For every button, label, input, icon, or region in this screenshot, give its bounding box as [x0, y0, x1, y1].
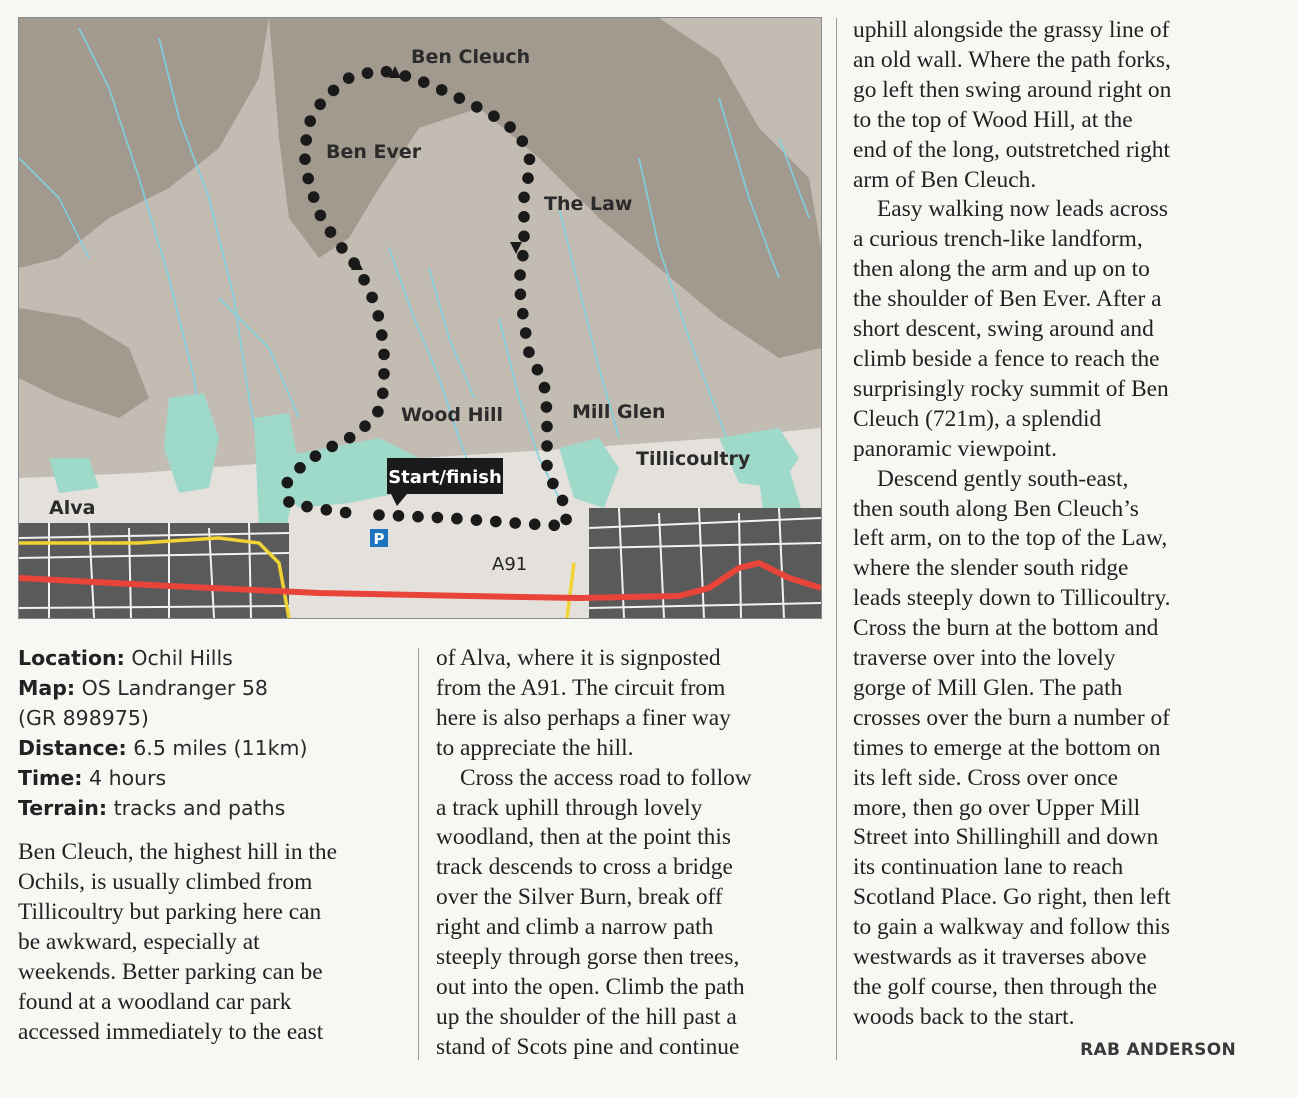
route-dot — [557, 495, 569, 507]
route-dot — [393, 510, 405, 522]
route-dot — [310, 450, 322, 462]
route-dot — [372, 406, 384, 418]
route-dot — [548, 520, 560, 532]
route-dot — [302, 173, 314, 185]
route-dot — [504, 121, 516, 133]
location-value: Ochil Hills — [131, 646, 233, 670]
route-dot — [294, 462, 306, 474]
paragraph-intro — [18, 838, 408, 1047]
route-facts — [18, 644, 408, 823]
label-ben-ever: Ben Ever — [326, 141, 422, 163]
text-line: right and climb a narrow path — [436, 914, 714, 941]
route-dot — [412, 511, 424, 523]
route-dot — [328, 85, 340, 97]
column-divider — [836, 18, 837, 1060]
route-dot — [541, 401, 553, 413]
label-ben-cleuch: Ben Cleuch — [411, 46, 531, 68]
text-line: be awkward, especially at — [18, 929, 260, 956]
route-dot — [315, 210, 327, 222]
text-line: track descends to cross a bridge — [436, 854, 733, 881]
route-dot — [373, 509, 385, 521]
route-dot — [301, 501, 313, 513]
text-line: from the A91. The circuit from — [436, 674, 726, 701]
text-line: times to emerge at the bottom on — [853, 734, 1161, 761]
route-dot — [541, 460, 553, 472]
text-line: steeply through gorse then trees, — [436, 944, 740, 971]
text-column-1 — [18, 644, 408, 1048]
route-dot — [326, 441, 338, 453]
text-line: Tillicoultry but parking here can — [18, 899, 322, 926]
text-line: more, then go over Upper Mill — [853, 794, 1141, 821]
grid-ref: (GR 898975) — [18, 705, 149, 730]
route-dot — [541, 421, 553, 433]
text-line: surprisingly rocky summit of Ben — [853, 375, 1169, 402]
text-line: Ben Cleuch, the highest hill in the — [18, 839, 337, 866]
route-dot — [304, 115, 316, 127]
route-dot — [400, 70, 412, 82]
text-line: Easy walking now leads across — [877, 196, 1169, 223]
text-line: Scotland Place. Go right, then left — [853, 884, 1171, 911]
text-line: Cleuch (721m), a splendid — [853, 405, 1102, 432]
route-dot — [299, 153, 311, 165]
text-line: Street into Shillinghill and down — [853, 824, 1159, 851]
route-dot — [451, 513, 463, 525]
route-dot — [488, 110, 500, 122]
route-dot — [509, 517, 521, 529]
route-dot — [378, 368, 390, 380]
text-line: an old wall. Where the path forks, — [853, 46, 1171, 73]
route-dot — [359, 420, 371, 432]
text-line: out into the open. Climb the path — [436, 973, 745, 1000]
route-dot — [300, 134, 312, 146]
text-line: go left then swing around right on — [853, 76, 1172, 103]
route-dot — [344, 432, 356, 444]
text-line: woods back to the start. — [853, 1003, 1075, 1030]
author-byline: RAB ANDERSON — [1080, 1040, 1236, 1060]
route-dot — [283, 496, 295, 508]
route-dot — [282, 477, 294, 489]
text-line: to the top of Wood Hill, at the — [853, 106, 1133, 133]
text-line: the shoulder of Ben Ever. After a — [853, 286, 1162, 313]
text-line: end of the long, outstretched right — [853, 136, 1170, 163]
text-line: to appreciate the hill. — [436, 734, 634, 761]
label-tillicoultry: Tillicoultry — [636, 448, 751, 470]
map-value: OS Landranger 58 — [81, 675, 268, 700]
route-dot — [378, 349, 390, 361]
text-line: Cross the access road to follow — [460, 764, 752, 791]
text-line: short descent, swing around and — [853, 316, 1154, 343]
text-line: westwards as it traverses above — [853, 944, 1147, 971]
text-line: its left side. Cross over once — [853, 764, 1119, 791]
text-line: found at a woodland car park — [18, 988, 292, 1015]
map-canvas — [19, 18, 821, 618]
route-dot — [340, 507, 352, 519]
text-line: a curious trench-like landform, — [853, 226, 1143, 253]
text-column-2 — [436, 644, 816, 1063]
route-dot — [418, 76, 430, 88]
text-line: traverse over into the lovely — [853, 645, 1116, 672]
route-dot — [517, 250, 529, 262]
route-dot — [523, 346, 535, 358]
label-the-law: The Law — [544, 193, 633, 215]
text-line: climb beside a fence to reach the — [853, 345, 1160, 372]
route-dot — [518, 231, 530, 243]
text-line: up the shoulder of the hill past a — [436, 1003, 737, 1030]
route-dot — [366, 292, 378, 304]
text-line: over the Silver Burn, break off — [436, 884, 723, 911]
text-line: gorge of Mill Glen. The path — [853, 674, 1123, 701]
route-dot — [325, 226, 337, 238]
paragraph-summit — [853, 195, 1245, 464]
text-line: accessed immediately to the east — [18, 1018, 324, 1045]
route-dot — [432, 512, 444, 524]
text-line: crosses over the burn a number of — [853, 704, 1170, 731]
text-line: here is also perhaps a finer way — [436, 704, 731, 731]
terrain-value: tracks and paths — [113, 795, 286, 820]
parking-label: P — [373, 530, 385, 548]
paragraph-ascent-continued — [853, 16, 1245, 195]
text-line: to gain a walkway and follow this — [853, 914, 1171, 941]
time-value: 4 hours — [89, 765, 167, 790]
terrain-label: Terrain: — [18, 795, 108, 820]
text-line: arm of Ben Cleuch. — [853, 166, 1037, 193]
text-line: woodland, then at the point this — [436, 824, 731, 851]
route-dot — [518, 192, 530, 204]
text-line: panoramic viewpoint. — [853, 435, 1057, 462]
route-dot — [524, 154, 536, 166]
distance-value: 6.5 miles (11km) — [133, 735, 308, 760]
route-dot — [377, 388, 389, 400]
route-dot — [373, 310, 385, 322]
paragraph-ascent — [436, 764, 816, 1063]
column-divider — [418, 648, 419, 1060]
distance-label: Distance: — [18, 735, 127, 760]
text-line: Ochils, is usually climbed from — [18, 869, 313, 896]
route-dot — [314, 99, 326, 111]
route-dot — [471, 514, 483, 526]
route-dot — [539, 382, 551, 394]
text-line: then along the arm and up on to — [853, 256, 1150, 283]
route-dot — [436, 84, 448, 96]
route-dot — [547, 478, 559, 490]
map-label: Map: — [18, 675, 76, 700]
route-dot — [376, 329, 388, 341]
start-finish-label: Start/finish — [388, 467, 502, 488]
text-line: of Alva, where it is signposted — [436, 645, 721, 671]
route-dot — [520, 327, 532, 339]
route-dot — [560, 514, 572, 526]
location-label: Location: — [18, 646, 125, 670]
label-wood-hill: Wood Hill — [401, 404, 504, 426]
route-dot — [517, 135, 529, 147]
route-dot — [454, 92, 466, 104]
route-dot — [490, 516, 502, 528]
text-line: leads steeply down to Tillicoultry. — [853, 585, 1171, 612]
route-dot — [517, 308, 529, 320]
route-dot — [515, 289, 527, 301]
route-dot — [321, 504, 333, 516]
time-label: Time: — [18, 765, 83, 790]
text-line: left arm, on to the top of the Law, — [853, 525, 1168, 552]
text-line: uphill alongside the grassy line of — [853, 17, 1170, 43]
text-line: Descend gently south-east, — [877, 465, 1129, 492]
route-dot — [522, 172, 534, 184]
route-dot — [518, 211, 530, 223]
route-dot — [471, 101, 483, 113]
route-map — [18, 17, 822, 619]
road-label-a91: A91 — [492, 554, 528, 575]
route-dot — [358, 274, 370, 286]
route-dot — [336, 242, 348, 254]
route-dot — [529, 519, 541, 531]
text-line: stand of Scots pine and continue — [436, 1033, 740, 1060]
text-line: Cross the burn at the bottom and — [853, 615, 1159, 642]
route-dot — [362, 67, 374, 79]
route-dot — [541, 440, 553, 452]
route-dot — [514, 269, 526, 281]
text-line: a track uphill through lovely — [436, 794, 703, 821]
text-column-3 — [853, 16, 1245, 1033]
text-line: then south along Ben Cleuch’s — [853, 495, 1139, 522]
paragraph-descent — [853, 465, 1245, 1033]
route-dot — [343, 72, 355, 84]
text-line: weekends. Better parking can be — [18, 959, 323, 986]
label-alva: Alva — [49, 497, 96, 519]
label-mill-glen: Mill Glen — [572, 401, 666, 423]
text-line: the golf course, then through the — [853, 974, 1157, 1000]
route-dot — [532, 364, 544, 376]
text-line: its continuation lane to reach — [853, 854, 1124, 881]
text-line: where the slender south ridge — [853, 555, 1129, 582]
paragraph-intro-continued — [436, 644, 816, 764]
route-dot — [308, 191, 320, 203]
